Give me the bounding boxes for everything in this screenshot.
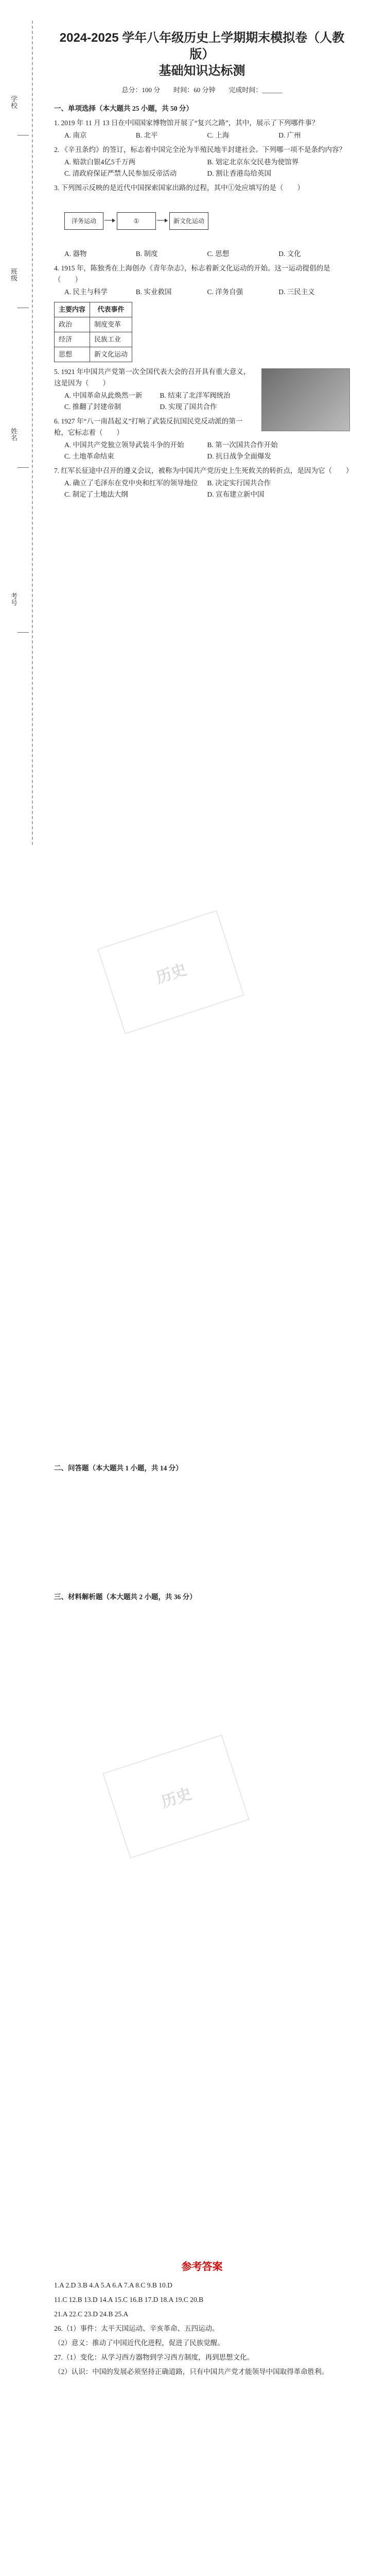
option-c: C. 洋务自强: [207, 288, 243, 296]
question-text: 5. 1921 年中国共产党第一次全国代表大会的召开具有重大意义，这是因为（ ）: [54, 368, 251, 387]
question-text: 3. 下列图示反映的是近代中国探索国家出路的过程，其中①处应填写的是（ ）: [54, 184, 304, 192]
option-b: B. 决定实行国共合作: [207, 479, 271, 487]
option-d: D. 割让香港岛给英国: [207, 170, 271, 177]
margin-write-line: [17, 467, 29, 468]
answer-title: 参考答案: [181, 2261, 223, 2273]
option-c: C. 推翻了封建帝制: [64, 403, 121, 411]
option-d: D. 三民主义: [278, 288, 315, 296]
option-d: D. 宣布建立新中国: [207, 490, 265, 498]
question-text: 4. 1915 年，陈独秀在上海创办《青年杂志》，标志着新文化运动的开始。这一运动提倡的是（ ）: [54, 264, 330, 283]
question-block: [54, 263, 350, 298]
answer-line: 1.A 2.D 3.B 4.A 5.A 6.A 7.A 8.C 9.B 10.D: [54, 2281, 172, 2289]
table-row: [55, 347, 132, 362]
answer-line: 26.（1）事件：太平天国运动、辛亥革命、五四运动。: [54, 2325, 219, 2332]
option-d: D. 抗日战争全面爆发: [207, 452, 271, 460]
table-row: [55, 332, 132, 347]
answer-line: （2）认识：中国的发展必须坚持正确道路，只有中国共产党才能领导中国取得革命胜利。: [54, 2368, 329, 2376]
option-d: D. 实现了国共合作: [160, 403, 217, 411]
option-a: A. 南京: [64, 131, 87, 139]
table-cell: 新文化运动: [90, 347, 132, 362]
table-cell: 民族工业: [90, 332, 132, 347]
answer-line: （2）意义：推动了中国近代化进程，促进了民族觉醒。: [54, 2339, 224, 2347]
table-cell: 思想: [55, 347, 90, 362]
option-a: A. 赔款白银4亿5千万两: [64, 158, 135, 166]
option-c: C. 清政府保证严禁人民参加反帝活动: [64, 170, 177, 177]
section-title-short-answer: 二、问答题（本大题共 1 小题，共 14 分）: [54, 1464, 183, 1472]
option-c: C. 制定了土地法大纲: [64, 490, 128, 498]
question-block: [54, 366, 350, 413]
exam-title: 2024-2025 学年八年级历史上学期期末模拟卷（人教版）: [59, 31, 345, 61]
option-a: A. 确立了毛泽东在党中央和红军的领导地位: [64, 479, 198, 487]
summary-table: [54, 302, 132, 362]
watermark: 历史: [102, 1735, 250, 1859]
option-a: A. 中国革命从此焕然一新: [64, 392, 143, 399]
table-cell: 制度变革: [90, 317, 132, 332]
question-block: [54, 182, 350, 260]
option-b: B. 实业救国: [135, 288, 172, 296]
answer-line: 21.A 22.C 23.D 24.B 25.A: [54, 2310, 129, 2318]
option-b: B. 北平: [135, 131, 158, 139]
option-b: B. 划定北京东交民巷为使馆界: [207, 158, 299, 166]
flow-diagram: [64, 199, 229, 244]
table-header: 代表事件: [90, 302, 132, 317]
question-block: [54, 144, 350, 179]
short-answer-area: [54, 1477, 350, 1585]
diagram-box: 新文化运动: [169, 212, 208, 230]
option-c: C. 思想: [207, 250, 230, 258]
option-d: D. 广州: [278, 131, 301, 139]
question-block: [54, 117, 350, 141]
binding-margin: [0, 0, 49, 927]
question-block: [54, 465, 353, 500]
option-a: A. 民主与科学: [64, 288, 108, 296]
option-c: C. 土地革命结束: [64, 452, 114, 460]
margin-label-exam-number: 考号: [10, 592, 17, 606]
dashed-fold-line: [32, 21, 33, 845]
watermark: 历史: [97, 910, 244, 1035]
material-question-area: [54, 1606, 350, 2250]
historical-photo: [261, 368, 350, 431]
option-b: B. 制度: [135, 250, 158, 258]
table-row: [55, 317, 132, 332]
question-text: 7. 红军长征途中召开的遵义会议，被称为中国共产党历史上生死攸关的转折点，是因为它（ ）: [54, 467, 353, 474]
option-c: C. 上海: [207, 131, 230, 139]
answer-line: 27.（1）变化：从学习西方器物到学习西方制度，再到思想文化。: [54, 2353, 254, 2361]
section-title-single-choice: 一、单项选择（本大题共 25 小题，共 50 分）: [54, 105, 193, 112]
option-b: B. 结束了北洋军阀统治: [160, 392, 231, 399]
section-title-material: 三、材料解析题（本大题共 2 小题，共 36 分）: [54, 1593, 197, 1601]
question-text: 1. 2019 年 11 月 13 日在中国国家博物馆开展了“复兴之路”，其中，展示了下列哪件事？: [54, 119, 319, 127]
option-b: B. 第一次国共合作开始: [207, 441, 278, 449]
option-a: A. 中国共产党独立领导武装斗争的开始: [64, 441, 184, 449]
table-header: 主要内容: [55, 302, 90, 317]
margin-label-name: 姓名: [10, 428, 17, 441]
margin-label-class: 班级: [10, 268, 17, 281]
exam-content: [54, 30, 353, 2381]
margin-write-line: [17, 632, 29, 633]
table-cell: 政治: [55, 317, 90, 332]
option-a: A. 器物: [64, 250, 87, 258]
margin-label-school: 学校: [10, 95, 17, 109]
exam-subtitle: 基础知识达标测: [158, 64, 245, 78]
option-d: D. 文化: [278, 250, 301, 258]
exam-info: 总分：100 分 时间：60 分钟 完成时间：______: [121, 86, 283, 94]
diagram-box: ①: [117, 212, 156, 230]
answer-line: 11.C 12.B 13.D 14.A 15.C 16.B 17.D 18.A 19.C 20.B: [54, 2296, 204, 2303]
remaining-question-area: [54, 503, 350, 1456]
arrow-icon: [157, 220, 167, 221]
question-text: 6. 1927 年“八一南昌起义”打响了武装反抗国民党反动派的第一枪，它标志着（ ）: [54, 417, 243, 436]
arrow-icon: [104, 220, 115, 221]
table-cell: 经济: [55, 332, 90, 347]
question-text: 2. 《辛丑条约》的签订，标志着中国完全沦为半殖民地半封建社会。下列哪一项不是条约内容？: [54, 146, 346, 154]
diagram-box: 洋务运动: [64, 212, 103, 230]
